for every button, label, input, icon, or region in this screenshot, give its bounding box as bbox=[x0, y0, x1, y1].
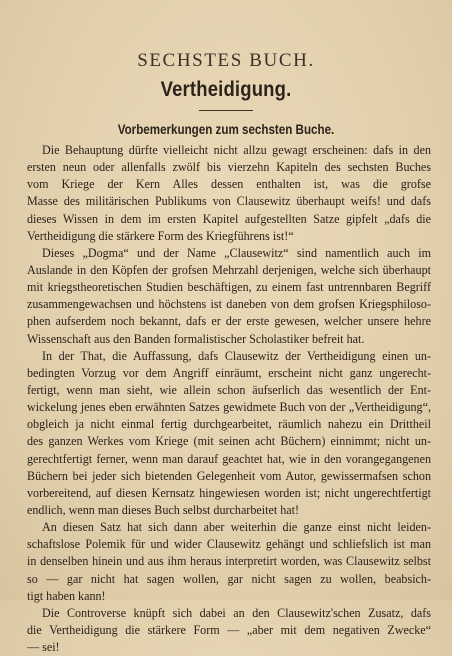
text-line: Dieses „Dogma“ und der Name „Clausewitz“ sind namentlich auch im bbox=[42, 245, 431, 260]
section-heading: Vorbemerkungen zum sechsten Buche. bbox=[117, 122, 335, 137]
text-line: schaftslose Polemik für und wider Clausewitz gehängt und schliefslich ist man bbox=[27, 537, 431, 552]
text-line: Vertheidigung die stärkere Form des Kriegführens ist!“ bbox=[27, 228, 294, 243]
book-title: SECHSTES BUCH. bbox=[137, 50, 315, 71]
text-line: vom Kriege der Kern Alles dessen enthalten ist, was die grofse bbox=[27, 177, 431, 192]
text-line: Die Controverse knüpft sich dabei an den Clausewitz'schen Zusatz, dafs bbox=[42, 605, 431, 620]
text-line: fertigt, wenn man sieht, wie allein schon äufserlich das wesentlich der Ent- bbox=[27, 382, 431, 397]
text-line: dieses Wissen in dem im ersten Kapitel aufgestellten Satze gipfelt „dafs die bbox=[27, 211, 431, 226]
text-line: tigt haben kann! bbox=[27, 588, 106, 603]
text-line: — sei! bbox=[27, 640, 60, 655]
text-line: mit kriegstheoretischen Studien beschäftigen, zu einem fast untrennbaren Begriff bbox=[27, 280, 431, 295]
text-line: phen aufserdem noch bekannt, dafs er der erste gewesen, welcher unsere hehre bbox=[27, 314, 431, 329]
text-line: bedingten Vorzug vor dem Angriff einräumt, erscheint nicht ganz ungerecht- bbox=[27, 365, 431, 380]
text-line: wickelung jenes eben erwähnten Satzes gewidmete Buch von der „Vertheidigung“, bbox=[27, 400, 431, 415]
title-divider bbox=[199, 110, 253, 111]
text-line: Masse des militärischen Publikums von Clausewitz überhaupt weifs! und dafs bbox=[27, 194, 431, 209]
text-line: Büchern bei jeder sich bietenden Gelegenheit vom Autor, gewissermafsen schon bbox=[27, 468, 431, 483]
text-line: ersten neun oder allenfalls zwölf bis vierzehn Kapiteln des sechsten Buches bbox=[27, 160, 431, 175]
text-line: die Vertheidigung die stärkere Form — „aber mit dem negativen Zwecke“ bbox=[27, 622, 431, 637]
text-line: endlich, wenn man dieses Buch selbst durcharbeitet hat! bbox=[27, 502, 300, 517]
text-line: zusammengewachsen und höchstens ist daneben von dem grofsen Kriegsphiloso- bbox=[27, 297, 431, 312]
chapter-title: Vertheidigung. bbox=[160, 78, 292, 101]
text-line: Die Behauptung dürfte vielleicht nicht allzu gewagt erscheinen: dafs in den bbox=[42, 143, 431, 157]
text-line: vorbereitend, auf diesen Kernsatz hingewiesen worden ist; nicht ungerechtfertigt bbox=[27, 485, 431, 500]
text-line: In der That, die Auffassung, dafs Clausewitz der Vertheidigung einen un- bbox=[42, 348, 431, 363]
text-line: obgleich ja nicht einmal fertig durchgearbeitet, räumlich nahezu ein Drittheil bbox=[27, 417, 431, 432]
text-line: gerechtfertigt ferner, wenn man darauf geachtet hat, wie in den vorangegangenen bbox=[27, 451, 431, 466]
text-line: An diesen Satz hat sich dann aber weiterhin die ganze einst nicht leiden- bbox=[42, 520, 431, 535]
text-line: Wissenschaft aus den Banden formalistischer Scholastiker befreit hat. bbox=[27, 331, 365, 346]
text-line: in denselben hinein und aus ihm heraus interpretirt worden, was Clausewitz selbst bbox=[27, 554, 431, 569]
text-line: Auslande in den Köpfen der grofsen Mehrzahl derjenigen, welche sich überhaupt bbox=[27, 262, 431, 277]
text-line: des ganzen Werkes vom Kriege (mit seinen acht Büchern) einnimmt; nicht un- bbox=[27, 434, 431, 449]
body-text bbox=[27, 142, 431, 656]
text-line: so — gar nicht hat sagen wollen, gar nicht sagen zu wollen, beabsich- bbox=[27, 571, 431, 586]
